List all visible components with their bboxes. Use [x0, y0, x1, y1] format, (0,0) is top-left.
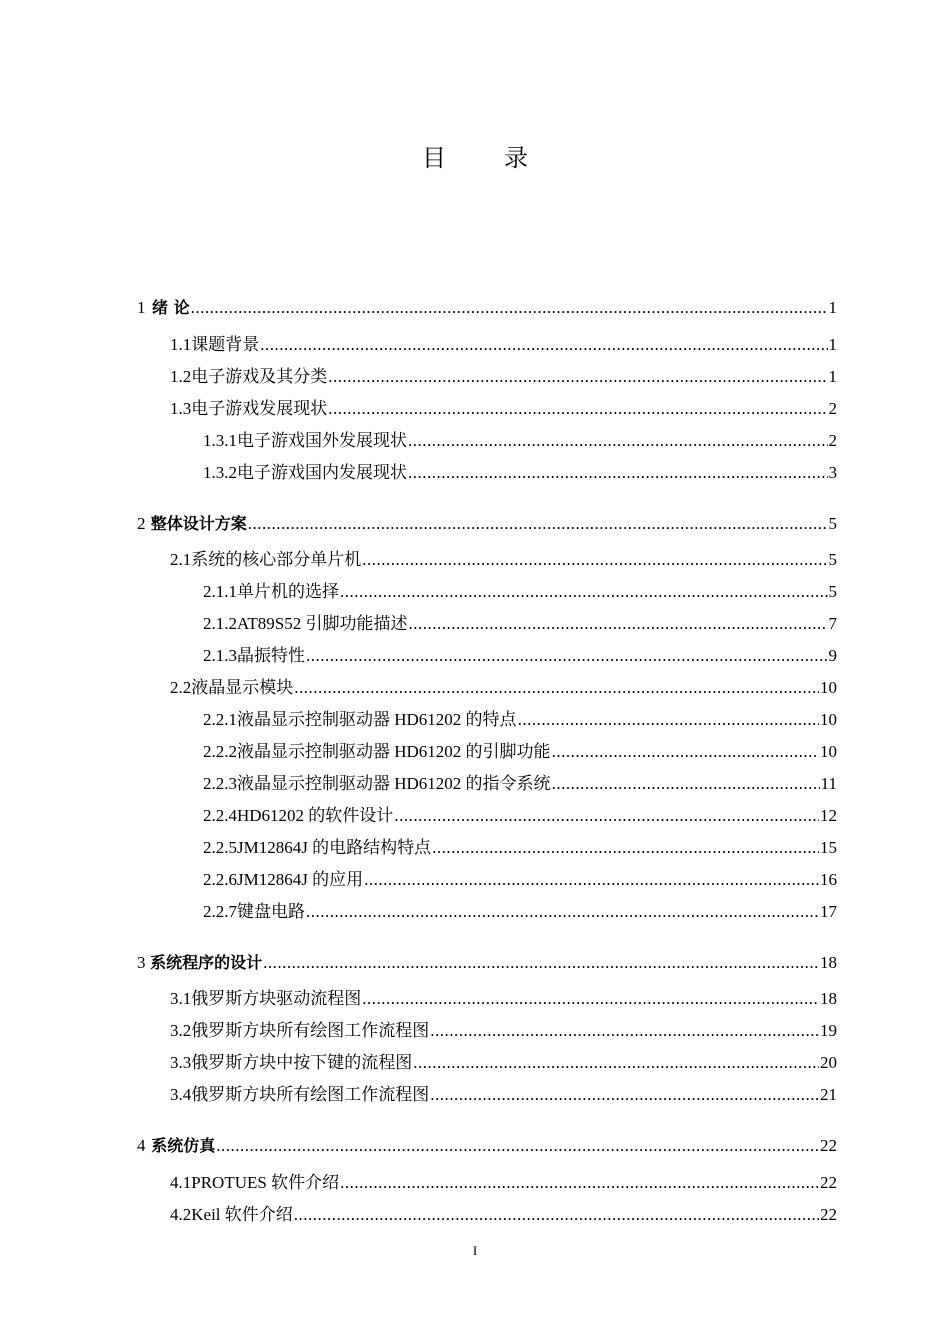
toc-page: 22 — [820, 1205, 837, 1224]
toc-label: 系统程序的设计 — [150, 953, 263, 972]
toc-label: JM12864J 的应用 — [237, 870, 364, 889]
toc-number: 2.2.2 — [203, 742, 237, 761]
toc-page: 5 — [828, 514, 837, 533]
toc-label: 俄罗斯方块驱动流程图 — [191, 989, 362, 1008]
toc-label: 课题背景 — [191, 335, 260, 354]
toc-label: PROTUES 软件介绍 — [191, 1173, 340, 1192]
toc-page: 7 — [828, 614, 837, 633]
toc-number: 2.2.7 — [203, 902, 237, 921]
toc-number: 2.1.1 — [203, 582, 237, 601]
toc-number: 2.2.3 — [203, 774, 237, 793]
toc-number: 3.4 — [170, 1085, 192, 1104]
toc-leader — [328, 365, 827, 389]
toc-leader — [263, 951, 819, 975]
toc-page: 11 — [820, 774, 837, 793]
toc-entry-section[interactable] — [170, 397, 837, 421]
toc-entry-subsection[interactable] — [203, 461, 837, 485]
toc-number: 4.1 — [170, 1173, 192, 1192]
toc-entry-subsection[interactable] — [203, 429, 837, 453]
toc-leader — [430, 1019, 819, 1043]
toc-label: HD61202 的软件设计 — [237, 806, 394, 825]
toc-leader — [518, 708, 819, 732]
toc-number: 2.2 — [170, 678, 192, 697]
toc-entry-chapter[interactable] — [137, 951, 837, 975]
toc-entry-subsection[interactable] — [203, 644, 837, 668]
toc-label: 系统的核心部分单片机 — [191, 550, 362, 569]
toc-entry-subsection[interactable] — [203, 804, 837, 828]
toc-entry-subsection[interactable] — [203, 900, 837, 924]
toc-number: 1.3.1 — [203, 431, 237, 450]
toc-number: 4.2 — [170, 1205, 192, 1224]
toc-entry-section[interactable] — [170, 676, 837, 700]
toc-leader — [260, 333, 827, 357]
toc-label: 液晶显示控制驱动器 HD61202 的指令系统 — [237, 774, 551, 793]
toc-leader — [191, 296, 828, 320]
toc-label: 液晶显示模块 — [191, 678, 294, 697]
toc-number: 1.3 — [170, 399, 192, 418]
toc-label: 俄罗斯方块中按下键的流程图 — [191, 1053, 413, 1072]
toc-entry-section[interactable] — [170, 1019, 837, 1043]
toc-entry-section[interactable] — [170, 1203, 837, 1227]
toc-page: 10 — [820, 678, 837, 697]
toc-page: 10 — [820, 710, 837, 729]
toc-entry-section[interactable] — [170, 1171, 837, 1195]
toc-entry-section[interactable] — [170, 365, 837, 389]
toc-leader — [362, 548, 827, 572]
toc-page: 17 — [820, 902, 837, 921]
toc-leader — [552, 772, 820, 796]
toc-label: Keil 软件介绍 — [191, 1205, 293, 1224]
toc-label: 系统仿真 — [151, 1136, 216, 1155]
toc-entry-subsection[interactable] — [203, 772, 837, 796]
toc-leader — [216, 1134, 819, 1158]
toc-entry-section[interactable] — [170, 987, 837, 1011]
toc-number: 3.1 — [170, 989, 192, 1008]
toc-label: AT89S52 引脚功能描述 — [237, 614, 408, 633]
toc-leader — [328, 397, 827, 421]
toc-leader — [408, 612, 827, 636]
toc-number: 2.1.2 — [203, 614, 237, 633]
toc-leader — [362, 987, 819, 1011]
toc-label: 俄罗斯方块所有绘图工作流程图 — [191, 1021, 430, 1040]
toc-entry-section[interactable] — [170, 548, 837, 572]
toc-page: 20 — [820, 1053, 837, 1072]
toc-entry-chapter[interactable] — [137, 1134, 837, 1158]
toc-entry-subsection[interactable] — [203, 740, 837, 764]
toc-entry-subsection[interactable] — [203, 708, 837, 732]
toc-entry-chapter[interactable] — [137, 512, 837, 536]
toc-label: 液晶显示控制驱动器 HD61202 的特点 — [237, 710, 517, 729]
toc-page: 2 — [828, 431, 837, 450]
toc-page: 19 — [820, 1021, 837, 1040]
toc-leader — [432, 836, 819, 860]
toc-label: 液晶显示控制驱动器 HD61202 的引脚功能 — [237, 742, 551, 761]
toc-leader — [413, 1051, 819, 1075]
toc-label: 电子游戏及其分类 — [191, 367, 328, 386]
toc-page: 16 — [820, 870, 837, 889]
toc-page: 12 — [820, 806, 837, 825]
toc-page: 2 — [828, 399, 837, 418]
toc-number: 2.2.1 — [203, 710, 237, 729]
toc-leader — [306, 644, 828, 668]
toc-number: 2.1 — [170, 550, 192, 569]
page-title — [0, 138, 950, 173]
toc-entry-subsection[interactable] — [203, 580, 837, 604]
toc-entry-subsection[interactable] — [203, 836, 837, 860]
toc-page: 10 — [820, 742, 837, 761]
toc-entry-subsection[interactable] — [203, 612, 837, 636]
toc-number: 2.1.3 — [203, 646, 237, 665]
toc-number: 2 — [137, 514, 146, 533]
toc-label: 电子游戏国外发展现状 — [237, 431, 407, 450]
toc-label: 电子游戏国内发展现状 — [237, 463, 407, 482]
toc-leader — [364, 868, 819, 892]
title-char-1: 目 — [422, 144, 446, 172]
toc-page: 18 — [820, 953, 837, 972]
toc-leader — [294, 1203, 819, 1227]
toc-page: 15 — [820, 838, 837, 857]
toc-number: 2.2.4 — [203, 806, 237, 825]
toc-number: 4 — [137, 1136, 146, 1155]
toc-entry-section[interactable] — [170, 1051, 837, 1075]
toc-page: 1 — [828, 335, 837, 354]
toc-number: 3.3 — [170, 1053, 192, 1072]
toc-label: 电子游戏发展现状 — [191, 399, 328, 418]
toc-number: 3 — [137, 953, 146, 972]
toc-number: 2.2.5 — [203, 838, 237, 857]
toc-leader — [394, 804, 819, 828]
toc-leader — [430, 1083, 819, 1107]
toc-leader — [340, 580, 828, 604]
title-char-2: 录 — [504, 144, 528, 172]
toc-page: 18 — [820, 989, 837, 1008]
toc-leader — [248, 512, 828, 536]
toc-entry-section[interactable] — [170, 1083, 837, 1107]
toc-number: 2.2.6 — [203, 870, 237, 889]
toc-leader — [294, 676, 819, 700]
toc-page: 21 — [820, 1085, 837, 1104]
toc-label: 绪 论 — [152, 298, 190, 317]
page-footer-number: I — [472, 1243, 478, 1258]
toc-entry-subsection[interactable] — [203, 868, 837, 892]
toc-page: 3 — [828, 463, 837, 482]
toc-label: 键盘电路 — [237, 902, 305, 921]
toc-page: 1 — [828, 367, 837, 386]
toc-label: 晶振特性 — [237, 646, 305, 665]
toc-label: 单片机的选择 — [237, 582, 339, 601]
toc-label: 俄罗斯方块所有绘图工作流程图 — [191, 1085, 430, 1104]
toc-page: 22 — [820, 1173, 837, 1192]
toc-page: 5 — [828, 582, 837, 601]
toc-number: 1.3.2 — [203, 463, 237, 482]
toc-leader — [552, 740, 819, 764]
toc-leader — [408, 461, 828, 485]
toc-entry-chapter[interactable] — [137, 296, 837, 320]
toc-page: 9 — [828, 646, 837, 665]
toc-leader — [408, 429, 828, 453]
toc-number: 1.2 — [170, 367, 192, 386]
toc-label: 整体设计方案 — [150, 514, 247, 533]
toc-leader — [306, 900, 819, 924]
toc-page: 22 — [820, 1136, 837, 1155]
toc-page: 5 — [828, 550, 837, 569]
toc-entry-section[interactable] — [170, 333, 837, 357]
toc-number: 1.1 — [170, 335, 192, 354]
toc-number: 3.2 — [170, 1021, 192, 1040]
toc-page: 1 — [828, 298, 837, 317]
toc-leader — [340, 1171, 819, 1195]
toc-label: JM12864J 的电路结构特点 — [237, 838, 432, 857]
toc-number: 1 — [137, 298, 146, 317]
